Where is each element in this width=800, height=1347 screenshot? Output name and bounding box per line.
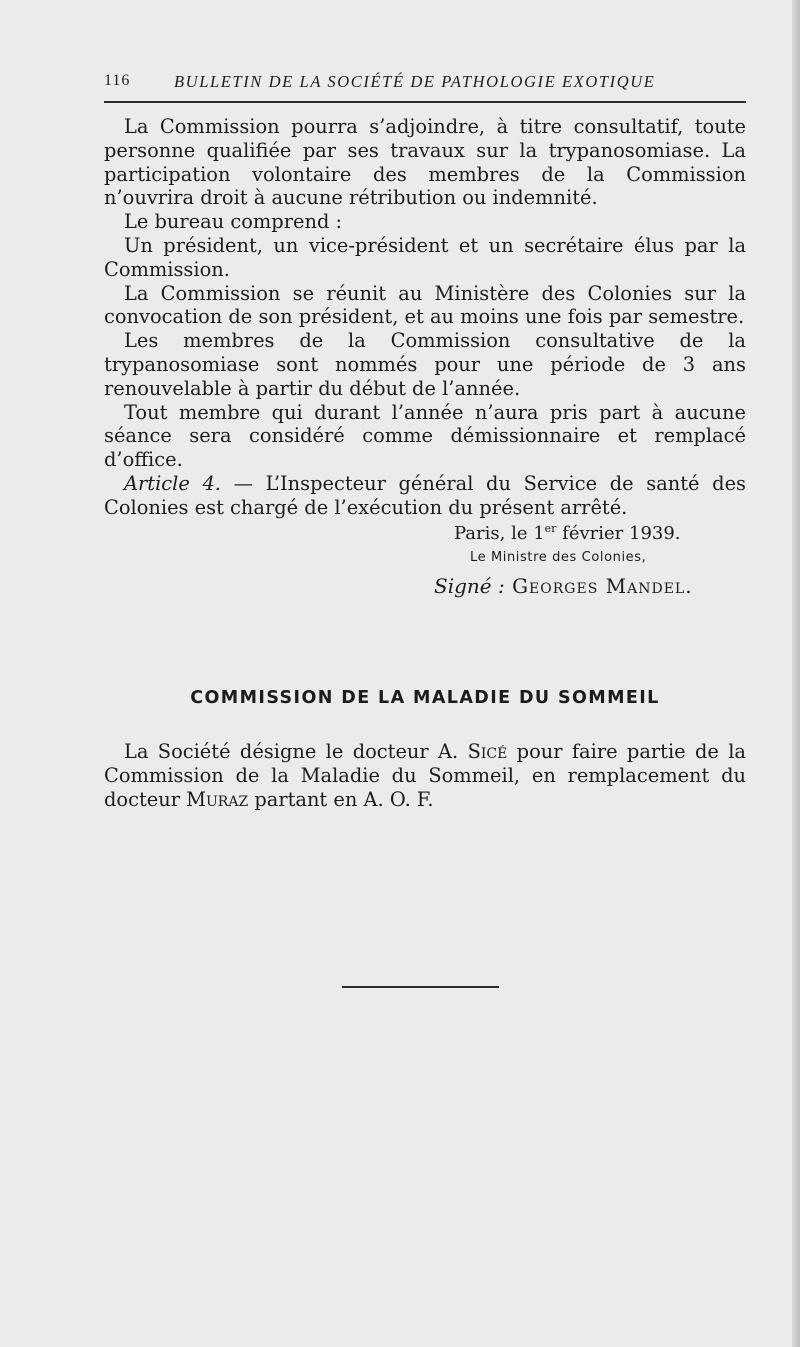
date-suffix: février 1939. bbox=[556, 523, 681, 544]
paragraph: Le bureau comprend : bbox=[124, 210, 343, 234]
person-name: Muraz bbox=[186, 788, 249, 811]
person-name: Sicé bbox=[467, 740, 508, 763]
signed-label: Signé : bbox=[434, 574, 505, 598]
paragraph: Un président, un vice-président et un secrétaire élus par la Commission. bbox=[104, 233, 746, 281]
signature-date bbox=[454, 522, 681, 544]
paragraph: Les membres de la Commission consultative de la trypanosomiase sont nommés pour une période de 3 ans renouvelable à partir du début de l’année. bbox=[104, 329, 746, 400]
page-edge bbox=[792, 0, 800, 1347]
text-span: partant en A. O. F. bbox=[248, 788, 434, 811]
header-rule bbox=[104, 101, 746, 103]
page-number: 116 bbox=[104, 72, 131, 89]
article-text: — L’Inspecteur général du Service de santé des Colonies est chargé de l’exécution du présent arrêté. bbox=[104, 471, 747, 519]
text-span: pour faire partie de la Commission de la Maladie du Sommeil, en remplacement du docteur bbox=[104, 740, 746, 811]
paragraph bbox=[104, 740, 746, 812]
end-rule bbox=[342, 986, 499, 988]
section-body bbox=[104, 740, 746, 812]
signatory-name: Georges Mandel. bbox=[504, 574, 693, 598]
date-superscript: er bbox=[544, 522, 557, 535]
article-label: Article 4. bbox=[124, 471, 221, 495]
journal-title: BULLETIN DE LA SOCIÉTÉ DE PATHOLOGIE EXOTIQUE bbox=[174, 72, 656, 91]
date-prefix: Paris, le 1 bbox=[454, 523, 545, 544]
minister-title: Le Ministre des Colonies, bbox=[470, 550, 647, 565]
paragraph: La Commission pourra s’adjoindre, à titre consultatif, toute personne qualifiée par ses travaux sur la trypanosomiase. La participation volontaire des membres de la Commission n’ouvrira droit à aucune rétribution ou indemnité. bbox=[104, 115, 746, 210]
section-heading: COMMISSION DE LA MALADIE DU SOMMEIL bbox=[190, 688, 660, 708]
article-body bbox=[104, 115, 746, 520]
paragraph-article-4 bbox=[104, 472, 746, 520]
running-head bbox=[104, 72, 746, 94]
paragraph: Tout membre qui durant l’année n’aura pris part à aucune séance sera considéré comme démissionnaire et remplacé d’office. bbox=[104, 400, 746, 472]
paragraph: La Commission se réunit au Ministère des Colonies sur la convocation de son président, et au moins une fois par semestre. bbox=[104, 281, 746, 329]
text-span: La Société désigne le docteur A. bbox=[124, 740, 468, 763]
signed-line bbox=[434, 574, 693, 598]
